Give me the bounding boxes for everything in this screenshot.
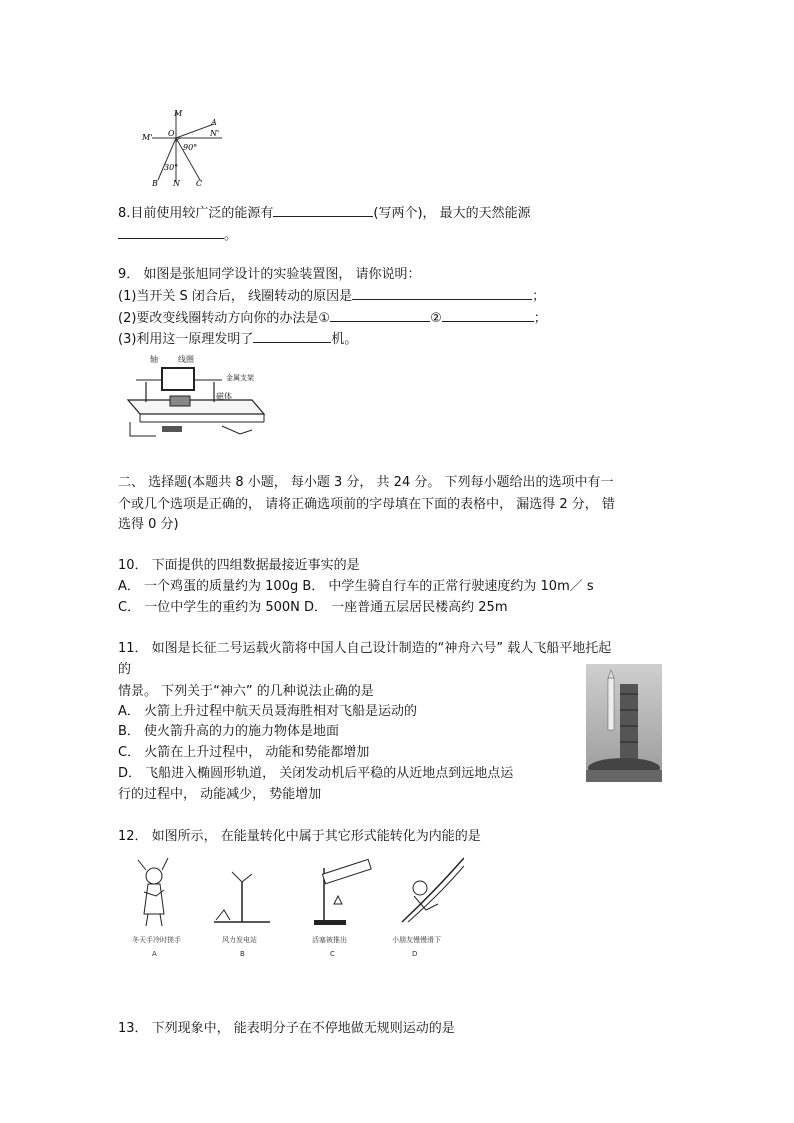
panel-b xyxy=(214,872,270,958)
q11-option-d-1: D． 飞船进入椭圆形轨道， 关闭发动机后平稳的从近地点到远地点运 xyxy=(118,766,514,781)
q9-blank-2[interactable] xyxy=(330,308,430,322)
q11-stem-1: 11． 如图是长征二号运载火箭将中国人自己设计制造的“神舟六号” 载人飞船平地托起 xyxy=(118,641,612,656)
q9-sub2-text: (2)要改变线圈转动方向你的办法是① xyxy=(118,311,331,326)
label-magnet: 磁体 xyxy=(216,392,232,401)
q8-line2 xyxy=(118,225,237,245)
q11-stem-3: 情景。 下列关于“神六” 的几种说法止确的是 xyxy=(118,684,374,699)
q9-sub3-text: (3)利用这一原理发明了 xyxy=(118,332,254,347)
q12-stem: 12． 如图所示， 在能量转化中属于其它形式能转化为内能的是 xyxy=(118,829,481,844)
q9-sub3 xyxy=(118,329,357,349)
rocket-icon xyxy=(608,678,614,730)
q8-text-part2: (写两个)， 最大的天然能源 xyxy=(373,206,531,221)
energy-conversion-figure xyxy=(124,852,464,970)
panel-a-letter: A xyxy=(152,950,157,958)
q8-text-part1: 8.目前使用较广泛的能源有 xyxy=(118,206,274,221)
q9-stem: 9． 如图是张旭同学设计的实验装置图， 请你说明： xyxy=(118,267,421,282)
panel-d-caption: 小朋友慢慢滑下 xyxy=(392,936,441,944)
panel-c xyxy=(312,859,371,958)
label-coil: 线圈 xyxy=(178,355,194,364)
q11-option-d-2: 行的过程中， 动能减少， 势能增加 xyxy=(118,787,322,802)
q9-sub3-end: 机。 xyxy=(331,332,358,347)
q8-text-end: 。 xyxy=(224,228,238,243)
q10-options-cd: C． 一位中学生的重约为 500N D． 一座普通五层居民楼高约 25m xyxy=(118,600,508,615)
battery-icon xyxy=(162,426,182,432)
q9-sub2-end: ； xyxy=(533,311,547,326)
section2-line2: 个或几个选项是正确的， 请将正确选项前的字母填在下面的表格中， 漏选得 2 分， 错 xyxy=(118,497,615,512)
person-head-icon xyxy=(146,868,162,884)
label-angle-90: 90° xyxy=(183,143,198,152)
q9-sub1-end: ； xyxy=(532,289,546,304)
panel-b-letter: B xyxy=(240,950,245,958)
q9-blank-1[interactable] xyxy=(352,286,532,300)
label-m: M xyxy=(174,109,183,118)
q9-sub1-text: (1)当开关 S 闭合后， 线圈转动的原因是 xyxy=(118,289,353,304)
panel-c-caption: 活塞被推出 xyxy=(312,936,347,944)
angle-diagram xyxy=(138,106,228,188)
q8-line1 xyxy=(118,203,531,223)
flame-icon xyxy=(334,896,342,904)
panel-a-caption: 冬天手冷时搓手 xyxy=(132,936,181,944)
q9-sub1 xyxy=(118,286,545,306)
label-a: A xyxy=(211,118,217,127)
test-tube-icon xyxy=(322,859,371,883)
panel-c-letter: C xyxy=(330,950,335,958)
q11-option-a: A． 火箭上升过程中航天员聂海胜相对飞船是运动的 xyxy=(118,704,418,719)
q9-blank-3[interactable] xyxy=(442,308,534,322)
label-n-prime: N' xyxy=(210,129,220,138)
q10-options-ab: A． 一个鸡蛋的质量约为 100g B． 中学生骑自行车的正常行驶速度约为 10m／ s xyxy=(118,579,594,594)
magnet-icon xyxy=(170,396,190,406)
q8-blank-2[interactable] xyxy=(118,225,224,239)
q9-sub2 xyxy=(118,308,547,328)
panel-d-letter: D xyxy=(412,950,418,958)
child-head-icon xyxy=(413,881,427,895)
q10-stem: 10． 下面提供的四组数据最接近事实的是 xyxy=(118,558,360,573)
section2-line1: 二、 选择题(本题共 8 小题， 每小题 3 分， 共 24 分。 下列每小题给出的选项中有一 xyxy=(118,475,614,490)
section2-line3: 选得 0 分) xyxy=(118,517,179,532)
q11-option-b: B． 使火箭升高的力的施力物体是地面 xyxy=(118,724,340,739)
motor-apparatus-figure xyxy=(122,352,270,442)
ray-ob xyxy=(158,138,179,180)
label-axis: 轴 xyxy=(150,355,158,364)
label-o: O xyxy=(168,129,175,138)
q8-blank-1[interactable] xyxy=(273,203,373,217)
label-bracket: 金属支架 xyxy=(226,374,254,382)
q13-stem: 13． 下列现象中， 能表明分子在不停地做无规则运动的是 xyxy=(118,1021,455,1036)
label-angle-30: 30° xyxy=(164,163,179,172)
launch-tower-icon xyxy=(620,684,638,760)
label-b: B xyxy=(152,179,158,188)
panel-d xyxy=(392,858,464,958)
coil-icon xyxy=(162,368,194,390)
label-n: N xyxy=(173,179,180,188)
label-m-prime: M' xyxy=(142,133,153,142)
panel-a xyxy=(132,858,181,958)
slide-icon xyxy=(402,858,464,922)
q11-stem-2: 的 xyxy=(118,662,132,677)
q9-blank-4[interactable] xyxy=(253,329,331,343)
label-c: C xyxy=(196,179,203,188)
q11-option-c: C． 火箭在上升过程中， 动能和势能都增加 xyxy=(118,745,370,760)
panel-b-caption: 风力发电站 xyxy=(222,936,257,944)
rocket-launch-photo xyxy=(586,664,662,782)
q9-sub2-mid: ② xyxy=(430,311,442,326)
ray-oa xyxy=(176,124,214,138)
